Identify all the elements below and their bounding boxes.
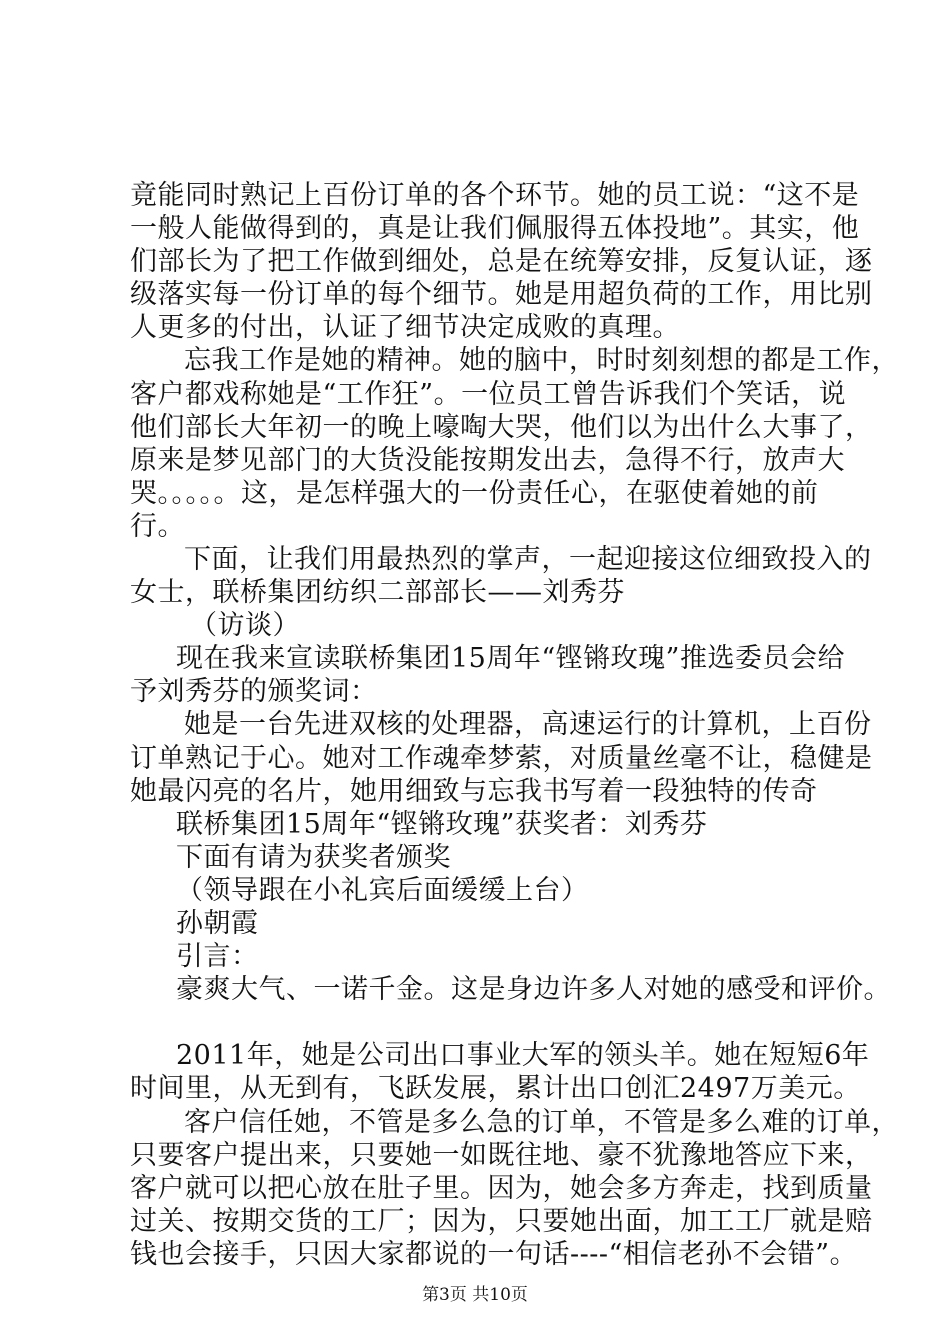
text-line: 哭。。。。。这，是怎样强大的一份责任心，在驱使着她的前 bbox=[130, 478, 819, 509]
text-line: 现在我来宣读联桥集团15周年“铿锵玫瑰”推选委员会给 bbox=[176, 643, 845, 674]
text-line: （领导跟在小礼宾后面缓缓上台） bbox=[176, 875, 589, 906]
text-line: 们部长为了把工作做到细处，总是在统筹安排，反复认证，逐 bbox=[130, 246, 873, 277]
text-line: 行。 bbox=[130, 511, 185, 542]
text-line: 豪爽大气、一诺千金。这是身边许多人对她的感受和评价。 bbox=[176, 974, 891, 1005]
text-line: 女士，联桥集团纺织二部部长——刘秀芬 bbox=[130, 577, 625, 608]
text-line: 孙朝霞 bbox=[176, 908, 259, 939]
text-line: 一般人能做得到的，真是让我们佩服得五体投地”。其实，他 bbox=[130, 213, 860, 244]
text-line: 下面，让我们用最热烈的掌声，一起迎接这位细致投入的 bbox=[184, 544, 872, 575]
page-footer: 第3页 共10页 bbox=[422, 1285, 528, 1305]
text-line: 客户都戏称她是“工作狂”。一位员工曾告诉我们个笑话，说 bbox=[130, 379, 847, 410]
text-line: 客户信任她，不管是多么急的订单，不管是多么难的订单， bbox=[184, 1107, 899, 1138]
text-line: 他们部长大年初一的晚上嚎啕大哭，他们以为出什么大事了， bbox=[130, 412, 873, 443]
text-line: 钱也会接手，只因大家都说的一句话----“相信老孙不会错”。 bbox=[130, 1239, 858, 1270]
text-line: 2011年，她是公司出口事业大军的领头羊。她在短短6年 bbox=[176, 1040, 870, 1071]
text-line: 竟能同时熟记上百份订单的各个环节。她的员工说：“这不是 bbox=[130, 180, 860, 211]
text-line: 只要客户提出来，只要她一如既往地、豪不犹豫地答应下来， bbox=[130, 1140, 873, 1171]
text-line: 引言： bbox=[176, 941, 259, 972]
text-line: 联桥集团15周年“铿锵玫瑰”获奖者：刘秀芬 bbox=[176, 809, 708, 840]
text-line: 忘我工作是她的精神。她的脑中，时时刻刻想的都是工作， bbox=[184, 345, 899, 376]
text-line: 原来是梦见部门的大货没能按期发出去，急得不行，放声大 bbox=[130, 445, 845, 476]
text-line: 予刘秀芬的颁奖词： bbox=[130, 676, 378, 707]
text-line: 级落实每一份订单的每个细节。她是用超负荷的工作，用比别 bbox=[130, 279, 873, 310]
text-line: 客户就可以把心放在肚子里。因为，她会多方奔走，找到质量 bbox=[130, 1173, 873, 1204]
text-line: （访谈） bbox=[190, 610, 300, 641]
text-line: 过关、按期交货的工厂；因为，只要她出面，加工工厂就是赔 bbox=[130, 1206, 873, 1237]
text-line: 她是一台先进双核的处理器，高速运行的计算机，上百份 bbox=[184, 709, 872, 740]
text-line: 她最闪亮的名片，她用细致与忘我书写着一段独特的传奇 bbox=[130, 776, 818, 807]
text-line: 人更多的付出，认证了细节决定成败的真理。 bbox=[130, 312, 680, 343]
text-line: 下面有请为获奖者颁奖 bbox=[176, 842, 451, 873]
text-line: 订单熟记于心。她对工作魂牵梦萦，对质量丝毫不让，稳健是 bbox=[130, 743, 873, 774]
text-line: 时间里，从无到有，飞跃发展，累计出口创汇2497万美元。 bbox=[130, 1073, 861, 1104]
